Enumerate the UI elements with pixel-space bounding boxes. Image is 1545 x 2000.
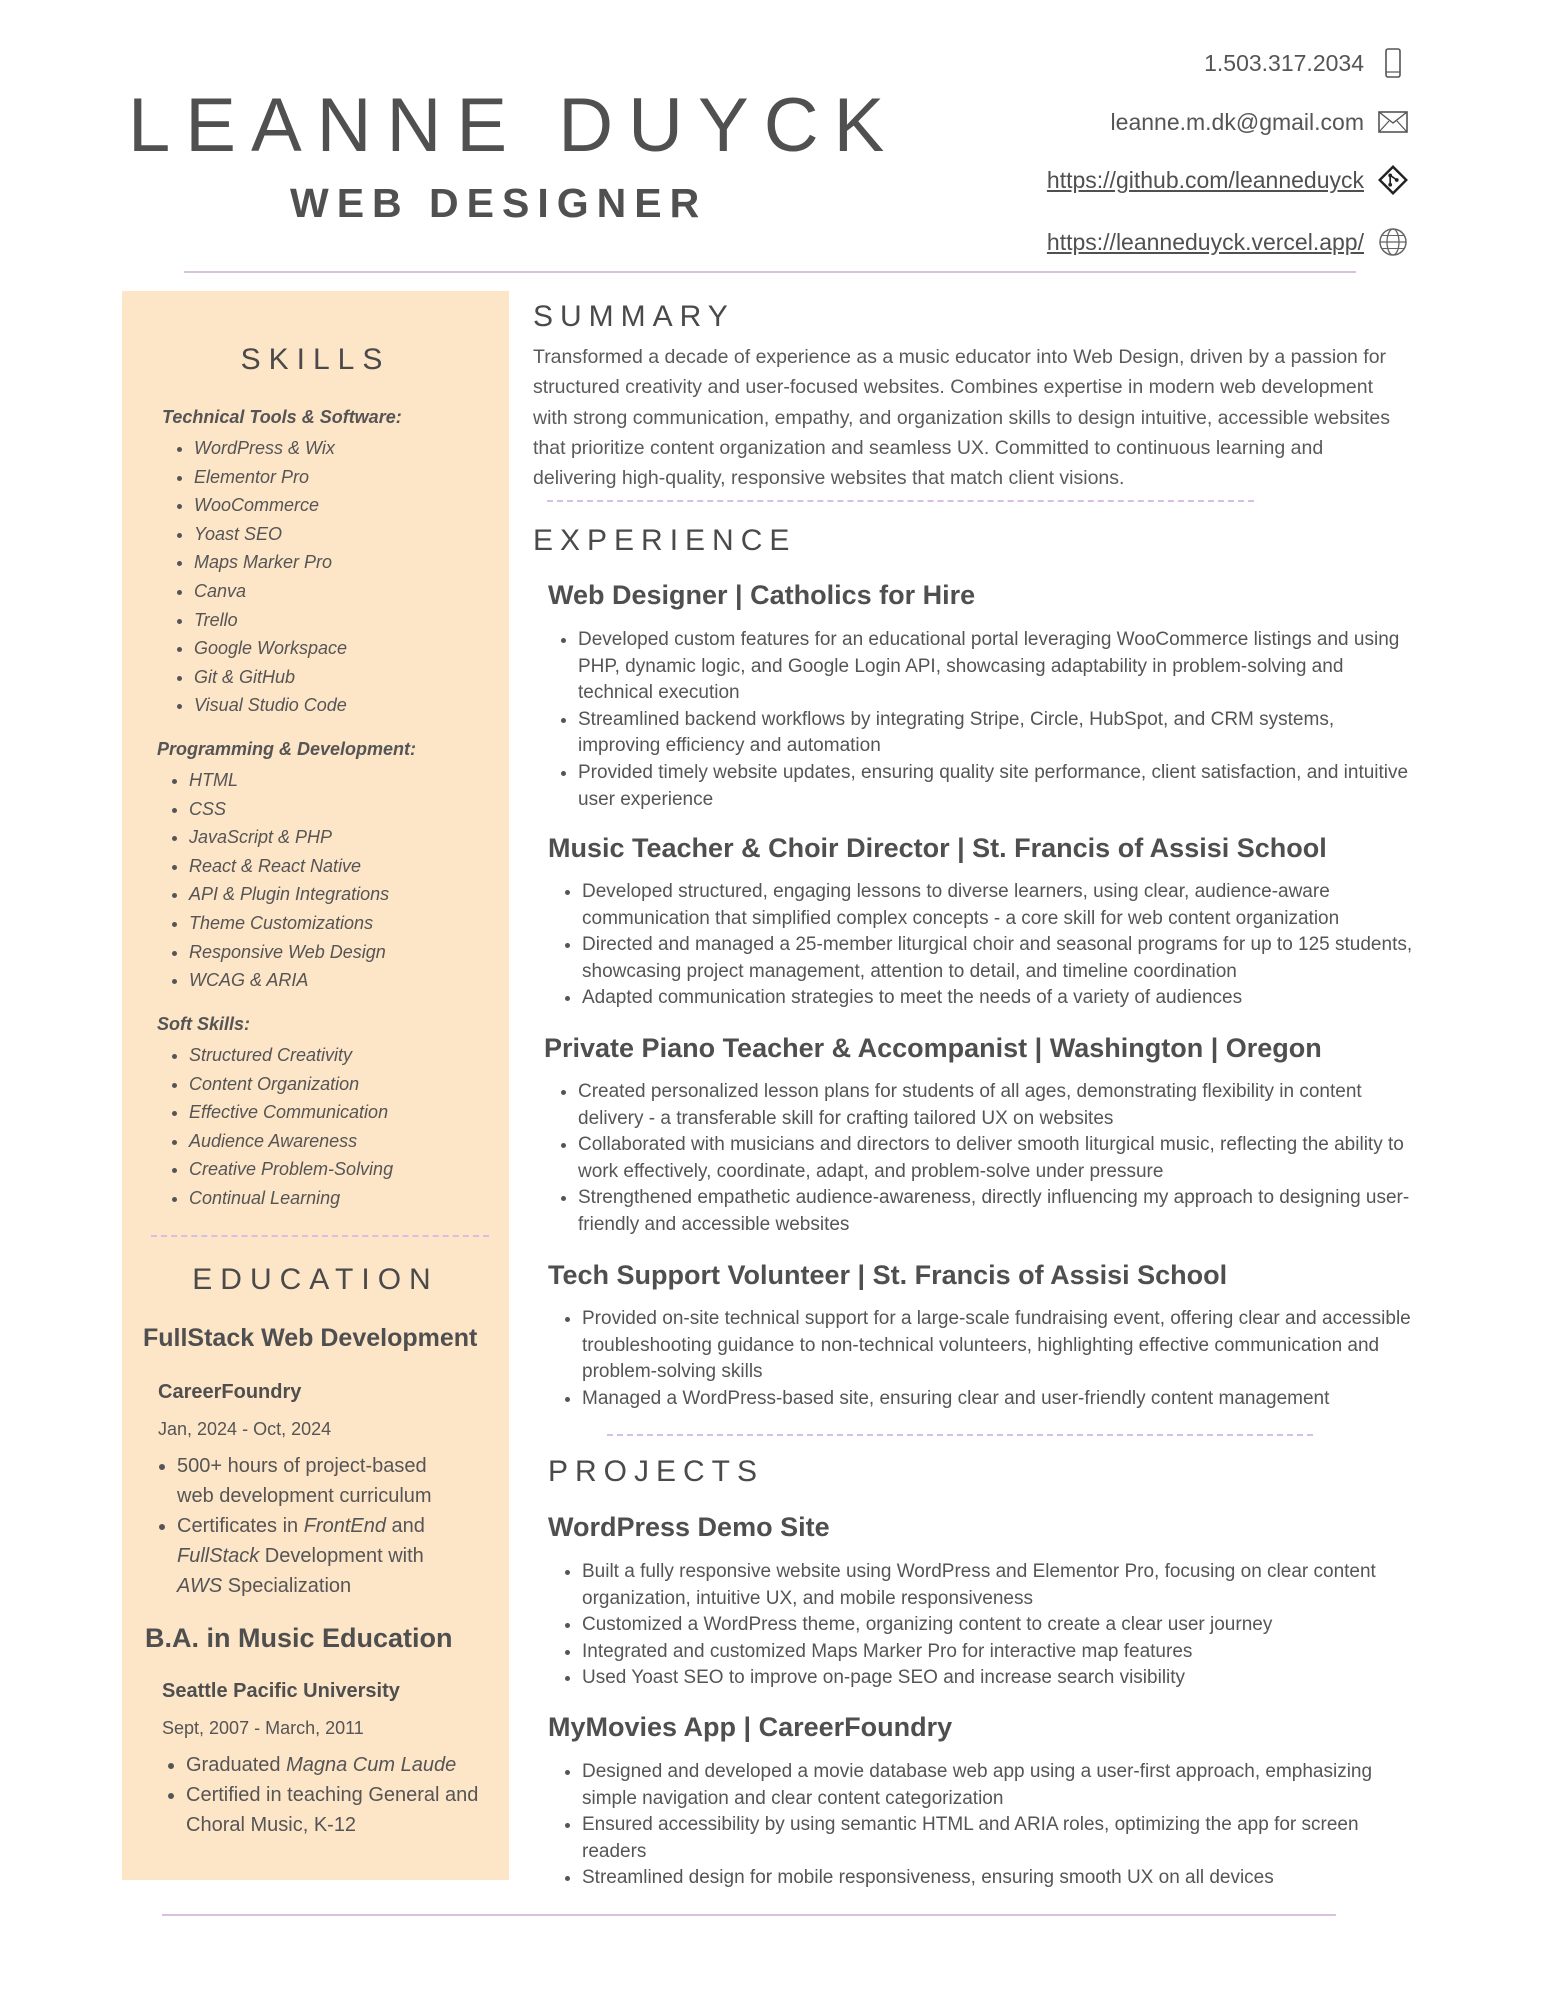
skill-item: • JavaScript & PHP bbox=[189, 823, 416, 852]
skill-item: • HTML bbox=[189, 766, 416, 795]
header-divider bbox=[184, 271, 1356, 273]
skill-item: • Canva bbox=[194, 577, 402, 606]
education-bullets bbox=[143, 1451, 457, 1601]
skills-group-heading: Soft Skills: bbox=[157, 1014, 251, 1034]
education-bullet: • Certificates in FrontEnd and FullStack Development with AWS Specialization bbox=[177, 1511, 457, 1601]
job-bullet: • Strengthened empathetic audience-awareness, directly influencing my approach to designing user-friendly and accessible websites bbox=[578, 1185, 1423, 1238]
project-bullet: • Built a fully responsive website using WordPress and Elementor Pro, focusing on clear content organization, intuitive UX, and mobile responsiveness bbox=[582, 1559, 1402, 1612]
skill-item: • Creative Problem-Solving bbox=[189, 1155, 393, 1184]
skills-heading: SKILLS bbox=[240, 343, 391, 376]
project-bullets bbox=[558, 1759, 1382, 1892]
education-heading: EDUCATION bbox=[192, 1263, 439, 1296]
skills-list bbox=[157, 766, 416, 995]
sidebar bbox=[122, 291, 509, 1880]
skill-item: • CSS bbox=[189, 795, 416, 824]
experience-heading: EXPERIENCE bbox=[533, 524, 797, 557]
education-degree: B.A. in Music Education bbox=[145, 1623, 453, 1653]
job-bullet: • Provided on-site technical support for a large-scale fundraising event, offering clear and accessible troubleshooting guidance to non-technical volunteers, highlighting effective communication and problem-solving skills bbox=[582, 1306, 1412, 1386]
sidebar-divider bbox=[151, 1235, 489, 1237]
summary-text: Transformed a decade of experience as a music educator into Web Design, driven by a passion for structured creativity and user-focused websites. Combines expertise in modern web development with strong communication, empathy, and organization skills to design intuitive, accessible websites that prioritize content organization and seamless UX. Committed to continuous learning and delivering high-quality, responsive websites that match client visions. bbox=[533, 346, 1390, 490]
contact-github[interactable] bbox=[1047, 165, 1408, 195]
phone-icon bbox=[1378, 48, 1408, 78]
job-bullet: • Directed and managed a 25-member liturgical choir and seasonal programs for up to 125 students, showcasing project management, attention to detail, and timeline coordination bbox=[582, 932, 1432, 985]
footer-divider bbox=[162, 1914, 1336, 1916]
globe-icon bbox=[1378, 227, 1408, 257]
skill-item: • Continual Learning bbox=[189, 1184, 393, 1213]
job-bullet: • Adapted communication strategies to meet the needs of a variety of audiences bbox=[582, 985, 1432, 1012]
contact-email[interactable] bbox=[1111, 107, 1408, 137]
skills-group-heading: Technical Tools & Software: bbox=[162, 407, 402, 427]
job-bullets bbox=[554, 627, 1418, 813]
job-bullet: • Managed a WordPress-based site, ensuring clear and user-friendly content management bbox=[582, 1386, 1412, 1413]
project-bullet: • Integrated and customized Maps Marker Pro for interactive map features bbox=[582, 1639, 1402, 1666]
skill-item: • WCAG & ARIA bbox=[189, 966, 416, 995]
job-bullet: • Developed custom features for an educational portal leveraging WooCommerce listings and using PHP, dynamic logic, and Google Login API, showcasing adaptability in problem-solving and technical execution bbox=[578, 627, 1418, 707]
project-bullet: • Ensured accessibility by using semantic HTML and ARIA roles, optimizing the app for screen readers bbox=[582, 1812, 1382, 1865]
skill-item: • React & React Native bbox=[189, 852, 416, 881]
project-bullet: • Used Yoast SEO to improve on-page SEO and increase search visibility bbox=[582, 1665, 1402, 1692]
skill-item: • Elementor Pro bbox=[194, 463, 402, 492]
skills-list bbox=[157, 1041, 393, 1213]
email-icon bbox=[1378, 107, 1408, 137]
skill-item: • Content Organization bbox=[189, 1070, 393, 1099]
education-dates: Sept, 2007 - March, 2011 bbox=[162, 1718, 364, 1738]
project-bullets bbox=[558, 1559, 1402, 1692]
resume-name: LEANNE DUYCK bbox=[128, 83, 900, 168]
job-title: Private Piano Teacher & Accompanist | Washington | Oregon bbox=[544, 1033, 1322, 1063]
contact-website[interactable] bbox=[1047, 227, 1408, 257]
skill-item: • WordPress & Wix bbox=[194, 434, 402, 463]
skills-group-soft bbox=[157, 1014, 393, 1213]
education-degree: FullStack Web Development bbox=[143, 1324, 478, 1352]
experience-divider bbox=[607, 1434, 1313, 1436]
skills-list bbox=[162, 434, 402, 720]
skill-item: • Effective Communication bbox=[189, 1098, 393, 1127]
skill-item: • Google Workspace bbox=[194, 634, 402, 663]
resume-role: WEB DESIGNER bbox=[290, 180, 708, 226]
project-bullet: • Streamlined design for mobile responsiveness, ensuring smooth UX on all devices bbox=[582, 1865, 1382, 1892]
job-bullet: • Created personalized lesson plans for students of all ages, demonstrating flexibility in content delivery - a transferable skill for crafting tailored UX on websites bbox=[578, 1079, 1423, 1132]
github-link[interactable]: https://github.com/leanneduyck bbox=[1046, 166, 1364, 193]
phone-text: 1.503.317.2034 bbox=[1204, 49, 1364, 76]
summary-divider bbox=[547, 500, 1254, 502]
job-bullets bbox=[554, 1079, 1423, 1239]
project-title: WordPress Demo Site bbox=[548, 1512, 830, 1542]
contact-phone bbox=[1204, 48, 1408, 78]
website-link[interactable]: https://leanneduyck.vercel.app/ bbox=[1046, 228, 1364, 255]
project-bullet: • Customized a WordPress theme, organizing content to create a clear user journey bbox=[582, 1612, 1402, 1639]
skill-item: • Theme Customizations bbox=[189, 909, 416, 938]
project-title: MyMovies App | CareerFoundry bbox=[548, 1712, 953, 1742]
skill-item: • Git & GitHub bbox=[194, 663, 402, 692]
job-bullets bbox=[558, 879, 1432, 1012]
skill-item: • Trello bbox=[194, 606, 402, 635]
skill-item: • WooCommerce bbox=[194, 491, 402, 520]
skill-item: • Responsive Web Design bbox=[189, 938, 416, 967]
education-school: Seattle Pacific University bbox=[162, 1680, 400, 1702]
job-bullet: • Developed structured, engaging lessons to diverse learners, using clear, audience-aware communication that simplified complex concepts - a core skill for web content organization bbox=[582, 879, 1432, 932]
education-bullet: • Certified in teaching General and Choral Music, K-12 bbox=[186, 1780, 526, 1840]
job-bullet: • Streamlined backend workflows by integrating Stripe, Circle, HubSpot, and CRM systems, improving efficiency and automation bbox=[578, 707, 1418, 760]
education-bullet: • 500+ hours of project-based web development curriculum bbox=[177, 1451, 457, 1511]
skills-group-heading: Programming & Development: bbox=[157, 739, 417, 759]
skill-item: • Structured Creativity bbox=[189, 1041, 393, 1070]
skills-group-programming bbox=[157, 739, 416, 995]
education-bullets bbox=[152, 1750, 526, 1840]
education-dates: Jan, 2024 - Oct, 2024 bbox=[158, 1419, 332, 1439]
job-bullets bbox=[558, 1306, 1412, 1412]
job-title: Music Teacher & Choir Director | St. Francis of Assisi School bbox=[548, 833, 1327, 863]
skill-item: • API & Plugin Integrations bbox=[189, 880, 416, 909]
skill-item: • Maps Marker Pro bbox=[194, 548, 402, 577]
skill-item: • Yoast SEO bbox=[194, 520, 402, 549]
job-bullet: • Provided timely website updates, ensuring quality site performance, client satisfaction, and intuitive user experience bbox=[578, 760, 1418, 813]
git-icon bbox=[1378, 165, 1408, 195]
email-link[interactable]: leanne.m.dk@gmail.com bbox=[1110, 108, 1364, 135]
skills-group-technical bbox=[162, 407, 402, 720]
education-school: CareerFoundry bbox=[158, 1381, 302, 1403]
summary-heading: SUMMARY bbox=[533, 300, 735, 333]
job-bullet: • Collaborated with musicians and directors to deliver smooth liturgical music, reflecting the ability to work effectively, coordinate, adapt, and problem-solve under pressure bbox=[578, 1132, 1423, 1185]
skill-item: • Audience Awareness bbox=[189, 1127, 393, 1156]
job-title: Tech Support Volunteer | St. Francis of Assisi School bbox=[548, 1260, 1228, 1290]
project-bullet: • Designed and developed a movie database web app using a user-first approach, emphasizing simple navigation and clear content categorization bbox=[582, 1759, 1382, 1812]
skill-item: • Visual Studio Code bbox=[194, 691, 402, 720]
job-title: Web Designer | Catholics for Hire bbox=[548, 580, 976, 610]
education-bullet: • Graduated Magna Cum Laude bbox=[186, 1750, 526, 1780]
projects-heading: PROJECTS bbox=[548, 1455, 765, 1488]
